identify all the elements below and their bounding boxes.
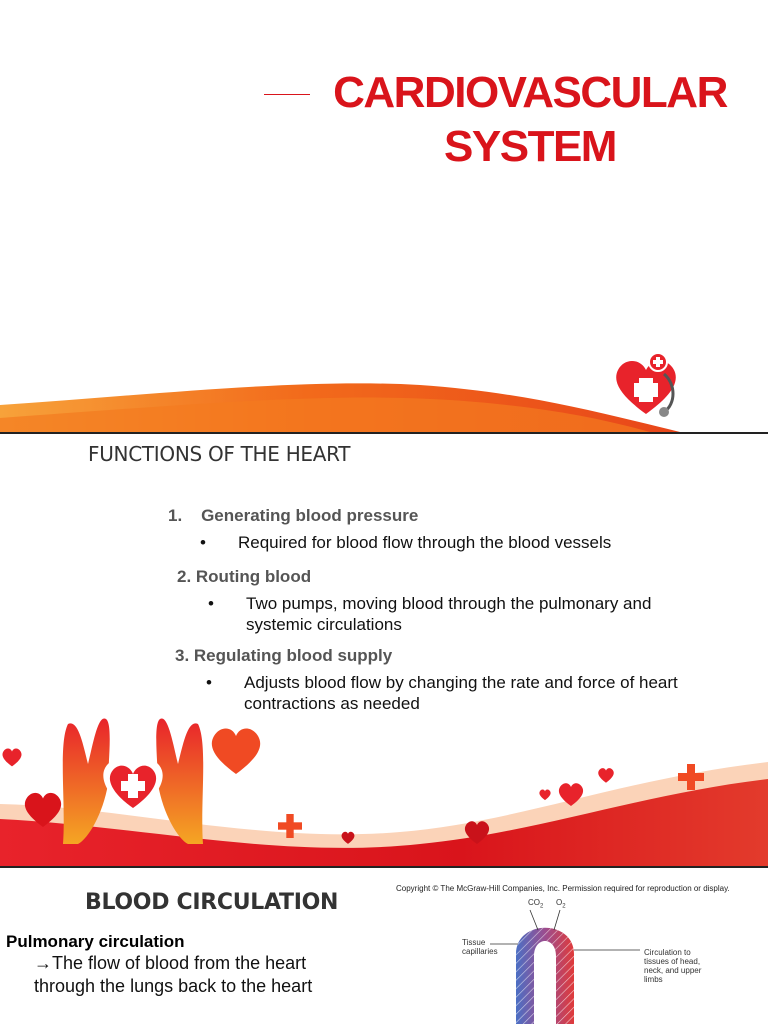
slide-title bbox=[0, 0, 768, 432]
slide-blood-circulation bbox=[0, 868, 768, 1024]
subtitle-pulmonary: Pulmonary circulation bbox=[6, 932, 185, 951]
heart-icon-3 bbox=[556, 780, 586, 808]
heart-icon-4 bbox=[596, 766, 616, 784]
o2-label: $O_2$ bbox=[556, 898, 566, 910]
function-bullet-2: • Two pumps, moving blood through the pulmonary and systemic circulations bbox=[208, 594, 652, 634]
function-heading-1: 1. Generating blood pressure bbox=[168, 506, 419, 525]
heart-icon-6 bbox=[462, 818, 492, 846]
tissue-capillaries-label: Tissue capillaries bbox=[462, 938, 498, 956]
co2-label: $CO_2$ bbox=[528, 898, 544, 910]
heart-icon-7 bbox=[20, 788, 66, 830]
title-line-2: SYSTEM bbox=[444, 122, 616, 171]
heart-icon-8 bbox=[340, 830, 356, 845]
function-heading-2: 2. Routing blood bbox=[177, 567, 312, 586]
hands-heart-illustration bbox=[58, 704, 208, 854]
function-bullet-3: • Adjusts blood flow by changing the rate and force of heart contractions as needed bbox=[206, 673, 678, 713]
heart-icon-small-left bbox=[0, 746, 24, 768]
title-line-1: CARDIOVASCULAR bbox=[333, 68, 727, 117]
plus-cross-icon-1 bbox=[678, 764, 704, 790]
plus-cross-icon-2 bbox=[278, 814, 302, 838]
function-bullet-1: • Required for blood flow through the blood vessels bbox=[200, 533, 612, 552]
pulmonary-description: →The flow of blood from the heart through the lungs back to the heart bbox=[34, 953, 313, 996]
heart-stethoscope-icon bbox=[606, 344, 686, 424]
function-heading-3: 3. Regulating blood supply bbox=[175, 646, 393, 665]
circulation-head-label: Circulation to tissues of head, neck, and upper limbs bbox=[644, 948, 702, 984]
slide-functions bbox=[0, 434, 768, 866]
figure-copyright: Copyright © The McGraw-Hill Companies, Inc. Permission required for reproduction or display. bbox=[396, 884, 730, 893]
heart-icon-large bbox=[206, 722, 266, 778]
slide-title-functions: FUNCTIONS OF THE HEART bbox=[88, 442, 351, 466]
slide-title-circulation: BLOOD CIRCULATION bbox=[85, 890, 339, 915]
heart-icon-5 bbox=[538, 788, 552, 801]
capillary-diagram bbox=[490, 904, 690, 1024]
